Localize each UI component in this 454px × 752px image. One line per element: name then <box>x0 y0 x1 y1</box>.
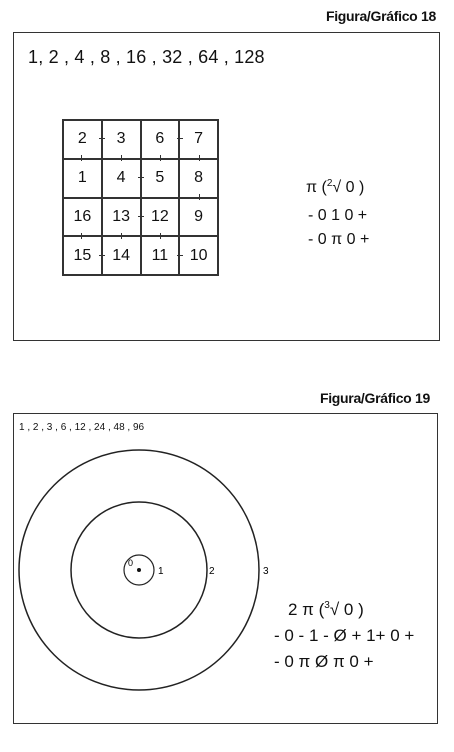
figure-19-line-2: - 0 - 1 - Ø + 1+ 0 + <box>274 626 415 645</box>
root-index: 3 <box>324 600 330 611</box>
path-tick <box>99 255 105 256</box>
grid-cell: 9 <box>179 198 218 237</box>
grid-cell: 12 <box>141 198 180 237</box>
concentric-circles <box>13 413 438 724</box>
grid-cell: 6 <box>141 120 180 159</box>
grid-cell: 11 <box>141 236 180 275</box>
figure-19-formula <box>288 600 364 620</box>
path-tick <box>160 155 161 161</box>
circle-label-0: 0 <box>128 558 134 568</box>
grid-cell: 4 <box>102 159 141 198</box>
path-tick <box>121 155 122 161</box>
path-tick <box>138 177 144 178</box>
path-tick <box>121 233 122 239</box>
figure-18-line-3: - 0 π 0 + <box>308 231 370 248</box>
root-index: 2 <box>326 178 333 189</box>
grid-cell: 3 <box>102 120 141 159</box>
path-tick <box>81 155 82 161</box>
formula-root: √ 0 ) <box>329 600 364 619</box>
grid-cell: 10 <box>179 236 218 275</box>
figure-18-formula <box>306 178 364 197</box>
figure-18-title: Figura/Gráfico 18 <box>325 8 436 24</box>
figure-18-line-2: - 0 1 0 + <box>308 207 368 224</box>
figure-18-panel <box>13 32 440 341</box>
formula-root: √ 0 ) <box>332 179 365 196</box>
path-tick <box>138 216 144 217</box>
grid-cell: 16 <box>63 198 102 237</box>
path-tick <box>81 233 82 239</box>
grid-cell: 5 <box>141 159 180 198</box>
figure-18-sequence: 1, 2 , 4 , 8 , 16 , 32 , 64 , 128 <box>28 47 265 67</box>
grid-cell: 14 <box>102 236 141 275</box>
path-tick <box>177 138 183 139</box>
grid-cell: 2 <box>63 120 102 159</box>
formula-prefix: 2 π ( <box>288 600 325 619</box>
grid-cell: 8 <box>179 159 218 198</box>
grid-cell: 13 <box>102 198 141 237</box>
path-tick <box>177 255 183 256</box>
circle-label-2: 2 <box>209 566 215 577</box>
figure-19-sequence: 1 , 2 , 3 , 6 , 12 , 24 , 48 , 96 <box>19 422 145 433</box>
center-dot <box>137 568 141 572</box>
formula-pi: π ( <box>306 179 327 196</box>
figure-19-panel <box>13 413 438 724</box>
number-grid <box>62 119 219 276</box>
grid-cell: 15 <box>63 236 102 275</box>
circle-label-3: 3 <box>263 566 269 577</box>
figure-19-line-3: - 0 π Ø π 0 + <box>274 652 374 671</box>
path-tick <box>160 233 161 239</box>
figure-19-title: Figura/Gráfico 19 <box>319 390 430 406</box>
path-tick <box>199 155 200 161</box>
path-tick <box>99 138 105 139</box>
path-tick <box>199 194 200 200</box>
circle-label-1: 1 <box>158 566 164 577</box>
grid-cell: 7 <box>179 120 218 159</box>
grid-cell: 1 <box>63 159 102 198</box>
